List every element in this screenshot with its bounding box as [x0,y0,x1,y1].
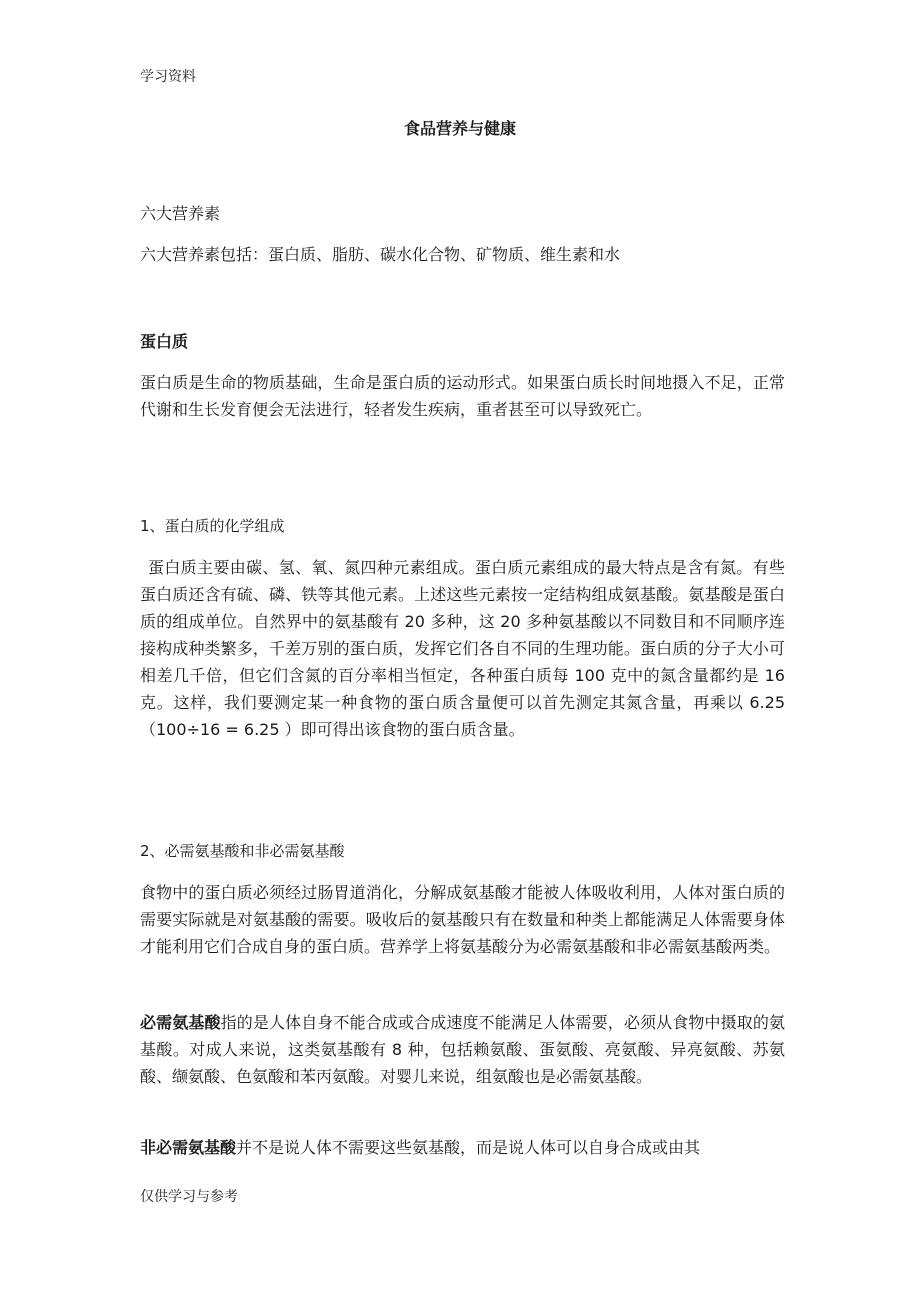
essential-amino-acids-paragraph [140,1009,785,1090]
document-title: 食品营养与健康 [403,119,516,138]
page-footer: 仅供学习与参考 [140,1189,238,1205]
nonessential-amino-acids-text: 并不是说人体不需要这些氨基酸，而是说人体可以自身合成或由其 [236,1138,701,1157]
page-header: 学习资料 [140,69,196,85]
nonessential-amino-acids-term: 非必需氨基酸 [140,1138,237,1157]
six-nutrients-heading: 六大营养素 [140,204,221,223]
protein-intro-paragraph: 蛋白质是生命的物质基础，生命是蛋白质的运动形式。如果蛋白质长时间地摄入不足，正常代谢和生长发育便会无法进行，轻者发生疾病，重者甚至可以导致死亡。 [140,373,785,419]
section2-heading: 2、必需氨基酸和非必需氨基酸 [140,842,345,860]
section1-heading: 1、蛋白质的化学组成 [140,517,285,535]
section1-paragraph: 蛋白质主要由碳、氢、氧、氮四种元素组成。蛋白质元素组成的最大特点是含有氮。有些蛋白质还含有硫、磷、铁等其他元素。上述这些元素按一定结构组成氨基酸。氨基酸是蛋白质的组成单位。自然界中的氨基酸有 20 多种，这 20 多种氨基酸以不同数目和不同顺序连接构成种类繁多，千差万别的蛋白质，发挥它们各自不同的生理功能。蛋白质的分子大小可相差几千倍，但它们含氮的百分率相当恒定，各种蛋白质每 100 克中的氮含量都约是 16 克。这样，我们要测定某一种食物的蛋白质含量便可以首先测定其氮含量，再乘以 6.25 （100÷16 = 6.25 ）即可得出该食物的蛋白质含量。 [140,558,785,739]
protein-heading: 蛋白质 [140,332,189,351]
six-nutrients-text: 六大营养素包括：蛋白质、脂肪、碳水化合物、矿物质、维生素和水 [140,245,621,264]
essential-amino-acids-text: 指的是人体自身不能合成或合成速度不能满足人体需要，必须从食物中摄取的氨基酸。对成人来说，这类氨基酸有 8 种，包括赖氨酸、蛋氨酸、亮氨酸、异亮氨酸、苏氨酸、缬氨酸、色氨酸和苯丙氨酸。对婴儿来说，组氨酸也是必需氨基酸。 [140,1013,785,1086]
section2-paragraph: 食物中的蛋白质必须经过肠胃道消化，分解成氨基酸才能被人体吸收利用，人体对蛋白质的需要实际就是对氨基酸的需要。吸收后的氨基酸只有在数量和种类上都能满足人体需要身体才能利用它们合成自身的蛋白质。营养学上将氨基酸分为必需氨基酸和非必需氨基酸两类。 [140,883,785,956]
essential-amino-acids-term: 必需氨基酸 [140,1013,221,1032]
nonessential-amino-acids-paragraph [140,1134,785,1161]
